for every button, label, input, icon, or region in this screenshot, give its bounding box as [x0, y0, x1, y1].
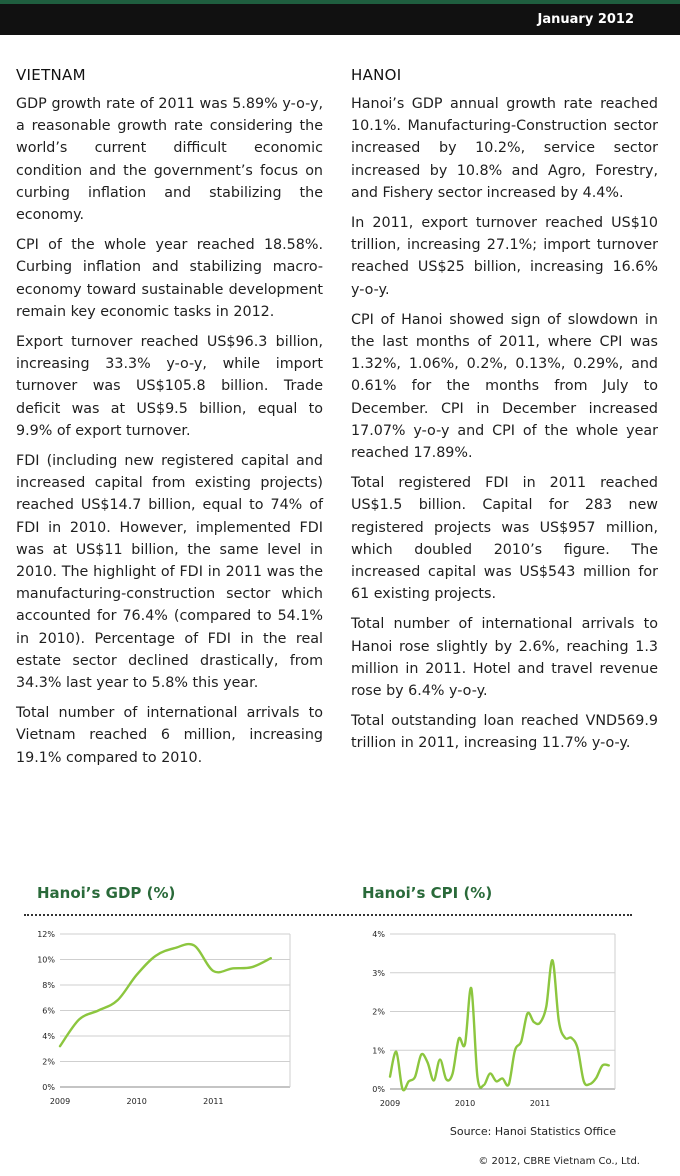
- data-point: [116, 999, 118, 1001]
- data-point: [495, 1080, 497, 1082]
- copyright-note: © 2012, CBRE Vietnam Co., Ltd.: [478, 1156, 640, 1167]
- data-point: [78, 1018, 80, 1020]
- data-point: [514, 1049, 516, 1051]
- y-tick-label: 3%: [372, 968, 385, 978]
- data-point: [595, 1077, 597, 1079]
- cpi-chart-title: Hanoi’s CPI (%): [362, 884, 493, 902]
- vietnam-paragraph: GDP growth rate of 2011 was 5.89% y-o-y, a reasonable growth rate considering the world’s current difficult economic condition and the government’s focus on curbing inflation and stabilizing the economy.: [16, 96, 323, 224]
- y-tick-label: 0%: [372, 1085, 385, 1094]
- y-tick-label: 6%: [42, 1006, 55, 1016]
- x-tick-label: 2010: [454, 1099, 476, 1108]
- y-tick-label: 10%: [37, 955, 55, 965]
- data-point: [193, 944, 195, 946]
- y-tick-label: 4%: [372, 930, 385, 939]
- y-tick-label: 2%: [372, 1007, 385, 1017]
- hanoi-heading: HANOI: [351, 66, 402, 84]
- x-tick-label: 2009: [379, 1099, 401, 1108]
- data-point: [583, 1080, 585, 1082]
- data-point: [439, 1058, 441, 1060]
- data-point: [470, 987, 472, 989]
- data-point: [451, 1073, 453, 1075]
- data-point: [250, 966, 252, 968]
- header-bar: [0, 0, 680, 35]
- data-point: [174, 947, 176, 949]
- gdp-line-chart: [30, 925, 300, 1120]
- data-point: [558, 1020, 560, 1022]
- data-point: [533, 1021, 535, 1023]
- data-point: [508, 1083, 510, 1085]
- data-point: [520, 1040, 522, 1042]
- x-tick-label: 2011: [529, 1099, 551, 1108]
- data-point: [608, 1064, 610, 1066]
- data-point: [489, 1072, 491, 1074]
- vietnam-paragraph: Total number of international arrivals to Vietnam reached 6 million, increasing 19.1% compared to 2010.: [16, 705, 323, 766]
- issue-date: January 2012: [537, 12, 634, 27]
- data-point: [389, 1075, 391, 1077]
- data-point: [589, 1083, 591, 1085]
- hanoi-column: [351, 66, 658, 763]
- data-point: [270, 957, 272, 959]
- data-point: [501, 1077, 503, 1079]
- x-tick-label: 2009: [49, 1097, 71, 1106]
- data-point: [483, 1084, 485, 1086]
- vietnam-paragraph: CPI of the whole year reached 18.58%. Curbing inflation and stabilizing macro-economy toward sustainable development remain key economic tasks in 2012.: [16, 237, 323, 320]
- hanoi-paragraph: CPI of Hanoi showed sign of slowdown in the last months of 2011, where CPI was 1.32%, 1.06%, 0.2%, 0.13%, 0.29%, and 0.61% for the months from July to December. CPI in December increased 17.07% y-o-y and CPI of the whole year reached 17.89%.: [351, 311, 658, 462]
- hanoi-paragraph: Hanoi’s GDP annual growth rate reached 10.1%. Manufacturing-Construction sector increased by 10.2%, service sector increased by 10.8% and Agro, Forestry, and Fishery sector increased by 4.4%.: [351, 96, 658, 201]
- data-point: [97, 1009, 99, 1011]
- data-point: [420, 1053, 422, 1055]
- data-point: [433, 1079, 435, 1081]
- data-point: [539, 1022, 541, 1024]
- data-point: [445, 1078, 447, 1080]
- data-point: [135, 974, 137, 976]
- data-point: [601, 1064, 603, 1066]
- data-point: [395, 1051, 397, 1053]
- data-point: [408, 1080, 410, 1082]
- chart-divider: [24, 914, 632, 916]
- data-point: [458, 1037, 460, 1039]
- y-tick-label: 1%: [372, 1046, 385, 1056]
- vietnam-paragraph: FDI (including new registered capital and increased capital from existing projects) reached US$14.7 billion, equal to 74% of FDI in 2010. However, implemented FDI was at US$11 billion, the same level in 2010. The highlight of FDI in 2011 was the manufacturing-construction sector which accounted for 76.4% (compared to 54.1% in 2010). Percentage of FDI in the real estate sector declined drastically, from 34.3% last year to 5.8% this year.: [16, 453, 323, 692]
- data-point: [564, 1037, 566, 1039]
- vietnam-heading: VIETNAM: [16, 66, 86, 84]
- x-tick-label: 2010: [126, 1097, 147, 1106]
- hanoi-paragraph: Total registered FDI in 2011 reached US$1.5 billion. Capital for 283 new registered projects was US$957 million, which doubled 2010’s figure. The increased capital was US$543 million for 61 existing projects.: [351, 475, 658, 603]
- y-tick-label: 8%: [42, 981, 55, 990]
- cpi-line-chart: [360, 925, 630, 1120]
- vietnam-column: [16, 66, 323, 777]
- data-point: [576, 1047, 578, 1049]
- data-point: [545, 1005, 547, 1007]
- data-point: [401, 1088, 403, 1090]
- data-point: [59, 1045, 61, 1047]
- data-point: [414, 1076, 416, 1078]
- hanoi-paragraph: Total number of international arrivals to Hanoi rose slightly by 2.6%, reaching 1.3 million in 2011. Hotel and travel revenue rose by 6.4% y-o-y.: [351, 616, 658, 700]
- source-note: Source: Hanoi Statistics Office: [449, 1125, 616, 1138]
- data-point: [476, 1076, 478, 1078]
- hanoi-paragraph: Total outstanding loan reached VND569.9 trillion in 2011, increasing 11.7% y-o-y.: [351, 713, 658, 752]
- hanoi-paragraph: In 2011, export turnover reached US$10 trillion, increasing 27.1%; import turnover reached US$25 billion, increasing 16.6% y-o-y.: [351, 215, 658, 298]
- y-tick-label: 0%: [42, 1083, 55, 1092]
- data-point: [155, 954, 157, 956]
- data-point: [212, 970, 214, 972]
- data-point: [464, 1043, 466, 1045]
- data-point: [526, 1012, 528, 1014]
- vietnam-paragraph: Export turnover reached US$96.3 billion, increasing 33.3% y-o-y, while import turnover was US$105.8 billion. Trade deficit was at US$9.5 billion, equal to 9.9% of export turnover.: [16, 334, 323, 439]
- series-line: [390, 960, 609, 1090]
- data-point: [231, 967, 233, 969]
- y-tick-label: 4%: [42, 1032, 55, 1041]
- header-bar-inner: [0, 4, 680, 35]
- data-point: [426, 1061, 428, 1063]
- y-tick-label: 2%: [42, 1057, 55, 1067]
- data-point: [570, 1037, 572, 1039]
- data-point: [551, 959, 553, 961]
- x-tick-label: 2011: [203, 1097, 224, 1106]
- y-tick-label: 12%: [37, 930, 55, 939]
- gdp-chart-title: Hanoi’s GDP (%): [37, 884, 176, 902]
